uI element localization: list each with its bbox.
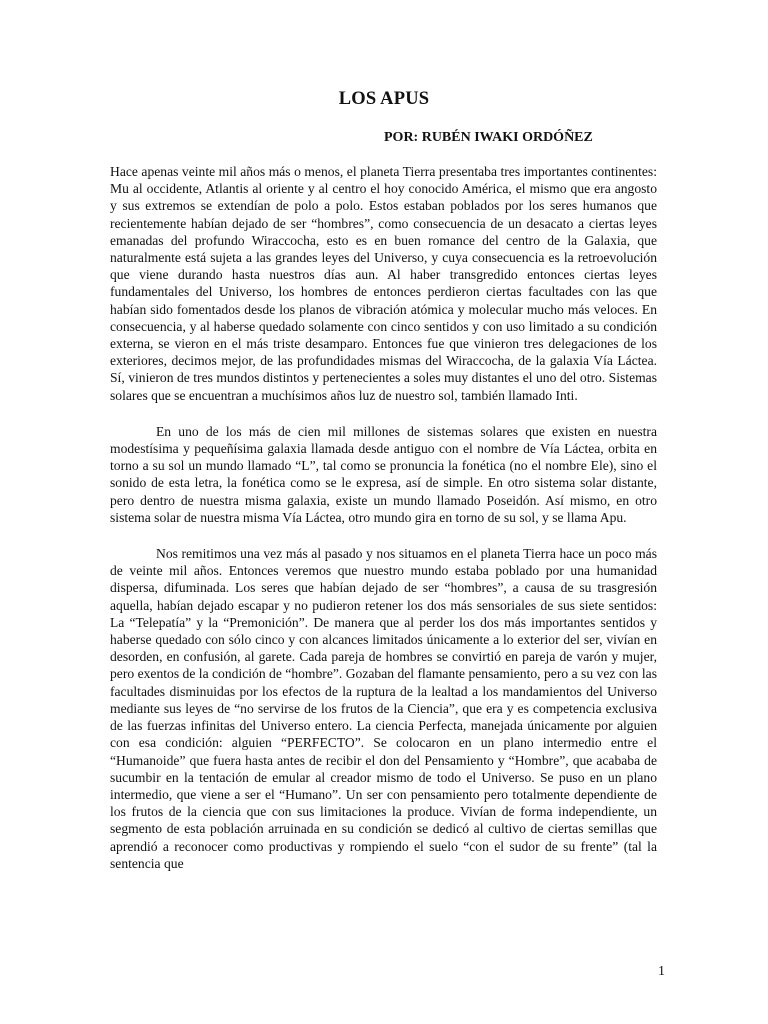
document-body xyxy=(110,163,657,891)
paragraph-1: Hace apenas veinte mil años más o menos, el planeta Tierra presentaba tres importantes continentes: Mu al occidente, Atlantis al oriente y al centro el hoy conocido América, el mismo que era angosto y sus extremos se extendían de polo a polo. Estos estaban poblados por los seres humanos que recientemente habían dejado de ser “hombres”, como consecuencia de un desacato a ciertas leyes emanadas del profundo Wiraccocha, esto es en buen romance del centro de la Galaxia, que naturalmente está sujeta a las grandes leyes del Universo, y cuya consecuencia es la retroevolución que viene durando hasta nuestros días aun. Al haber transgredido entonces ciertas leyes fundamentales del Universo, los hombres de entonces perdieron ciertas facultades con las que habían sido fomentados desde los planos de vibración atómica y molecular mucho más veloces. En consecuencia, y al haberse quedado solamente con cinco sentidos y con uso limitado a su condición externa, se vieron en el más triste desamparo. Entonces fue que vinieron tres delegaciones de los exteriores, decimos mejor, de las profundidades mismas del Wiraccocha, de la galaxia Vía Láctea. Sí, vinieron de tres mundos distintos y pertenecientes a soles muy distantes el uno del otro. Sistemas solares que se encuentran a muchísimos años luz de nuestro sol, también llamado Inti. xyxy=(110,164,657,403)
paragraph-2: En uno de los más de cien mil millones de sistemas solares que existen en nuestra modestísima y pequeñísima galaxia llamada desde antiguo con el nombre de Vía Láctea, orbita en torno a su sol un mundo llamado “L”, tal como se pronuncia la fonética (no el nombre Ele), sino el sonido de esta letra, la fonética como se le expresa, así de simple. En otro sistema solar distante, pero dentro de nuestra misma galaxia, existe un mundo llamado Poseidón. Así mismo, en otro sistema solar de nuestra misma Vía Láctea, otro mundo gira en torno de su sol, y se llama Apu. xyxy=(110,423,657,525)
paragraph-3: Nos remitimos una vez más al pasado y nos situamos en el planeta Tierra hace un poco más de veinte mil años. Entonces veremos que nuestro mundo estaba poblado por una humanidad dispersa, difuminada. Los seres que habían dejado de ser “hombres”, a causa de su trasgresión aquella, habían dejado escapar y no pudieron retener los dos más sensoriales de sus siete sentidos: La “Telepatía” y la “Premonición”. De manera que al perder los dos más importantes sentidos y haberse quedado con sólo cinco y con alcances limitados únicamente a lo exterior del ser, vivían en desorden, en confusión, al garete. Cada pareja de hombres se convirtió en pareja de varón y mujer, pero exentos de la condición de “hombre”. Gozaban del flamante pensamiento, pero a su vez con las facultades disminuidas por los efectos de la ruptura de la lealtad a los mandamientos del Universo mediante sus leyes de “no servirse de los frutos de la Ciencia”, que era y es competencia exclusiva de las fuerzas infinitas del Universo entero. La ciencia Perfecta, manejada únicamente por alguien con esa condición: alguien “PERFECTO”. Se colocaron en un plano intermedio entre el “Humanoide” que fuera hasta antes de recibir el don del Pensamiento y “Hombre”, que acababa de sucumbir en la tentación de emular al creador mismo de todo el Universo. Se puso en un plano intermedio, que viene a ser el “Humano”. Un ser con pensamiento pero totalmente dependiente de los frutos de la ciencia que con sus limitaciones la produce. Vivían de forma independiente, un segmento de esta población arruinada en su condición se dedicó al cultivo de ciertas semillas que aprendió a reconocer como productivas y rompiendo el suelo “con el sudor de su frente” (tal la sentencia que xyxy=(110,546,657,871)
document-title: LOS APUS xyxy=(338,89,430,109)
document-author: POR: RUBÉN IWAKI ORDÓÑEZ xyxy=(384,130,593,145)
page-number: 1 xyxy=(658,964,665,979)
